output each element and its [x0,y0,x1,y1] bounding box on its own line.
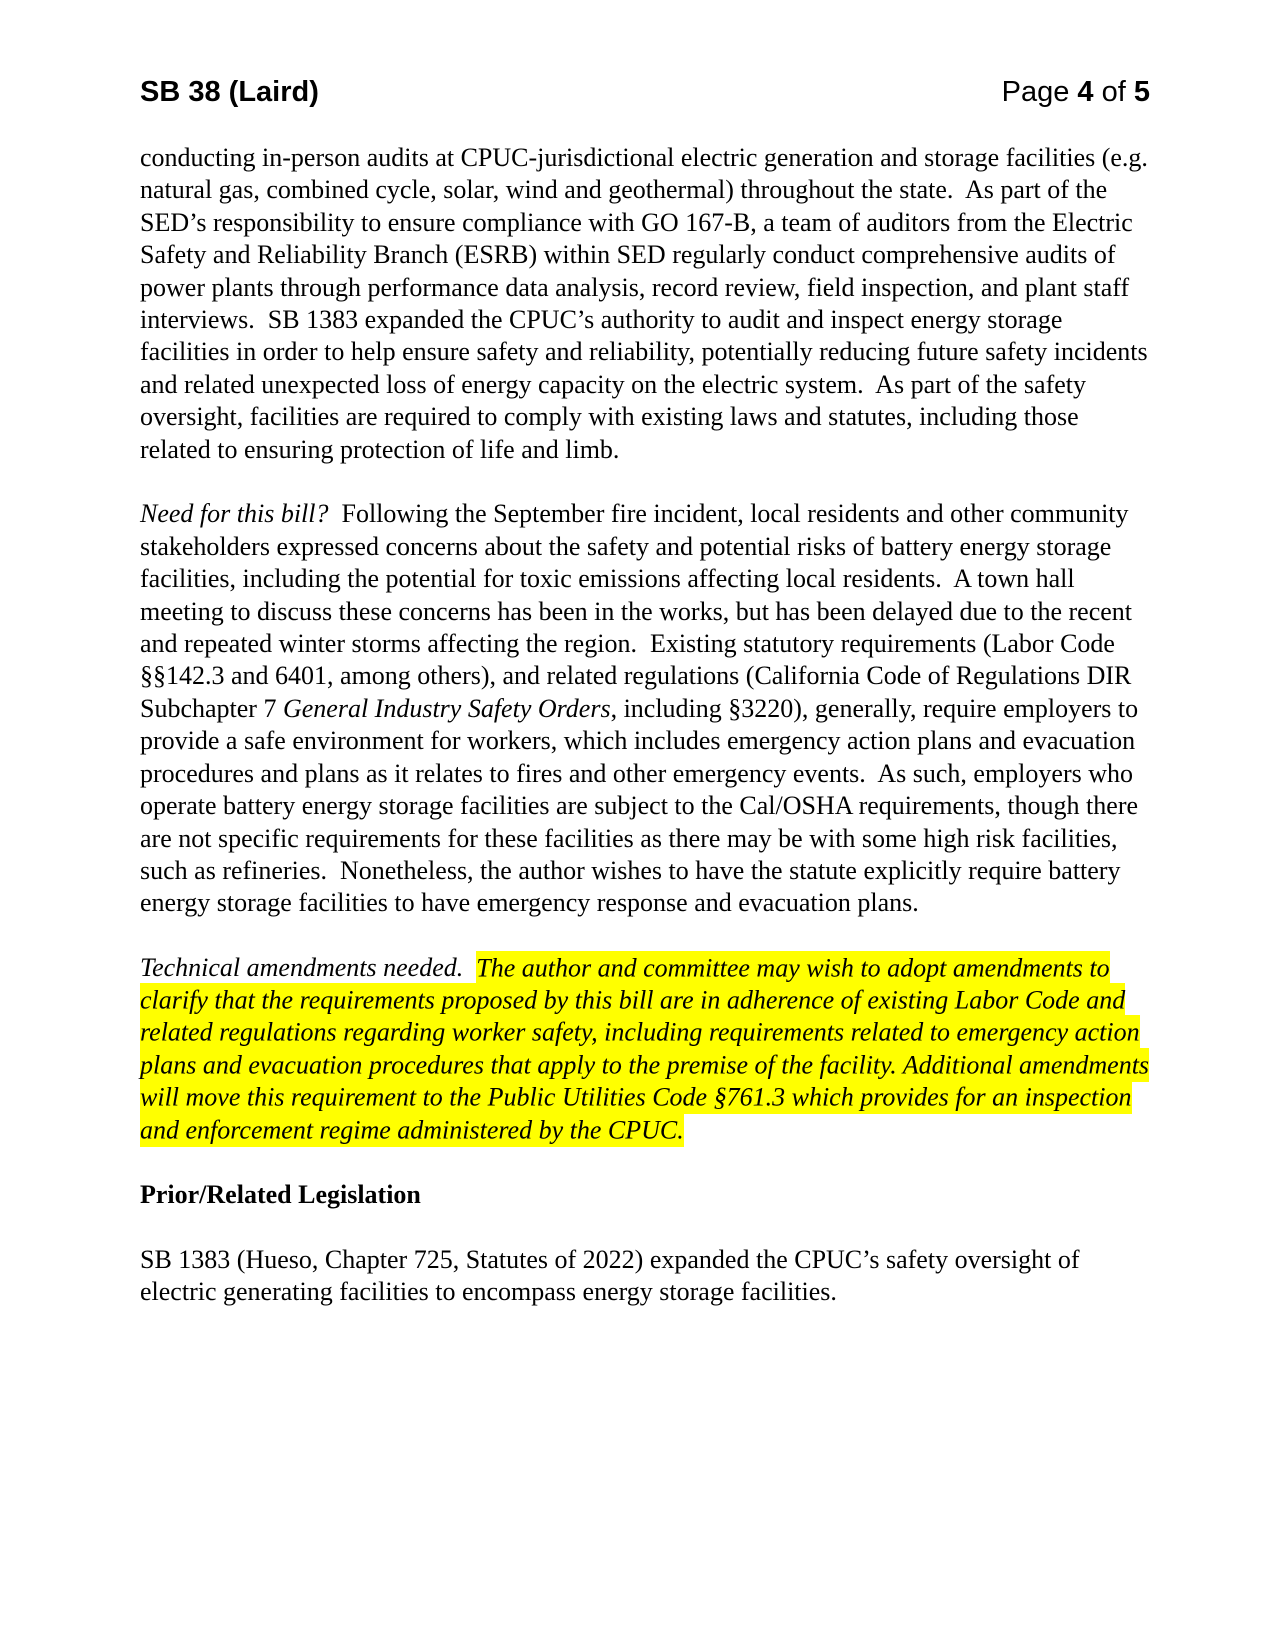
page-indicator [1002,76,1150,108]
text-run: , including §3220), generally, require employers to provide a safe environment for workers, which includes emergency action plans and evacuation procedures and plans as it relates to fires and other emergency events. As such, employers who operate battery energy storage facilities are subject to the Cal/OSHA requirements, though there are not specific requirements for these facilities as there may be with some high risk facilities, such as refineries. Nonetheless, the author wishes to have the statute explicitly require battery energy storage facilities to have emergency response and evacuation plans. [140,693,1139,918]
text-run: SB 1383 (Hueso, Chapter 725, Statutes of 2022) expanded the CPUC’s safety oversight of electric generating facilities to encompass energy storage facilities. [140,1244,1080,1307]
text-run: Following the September fire incident, local residents and other community stakeholders expressed concerns about the safety and potential risks of battery energy storage facilities, including the potential for toxic emissions affecting local residents. A town hall meeting to discuss these concerns has been in the works, but has been delayed due to the recent and repeated winter storms affecting the region. Existing statutory requirements (Labor Code §§142.3 and 6401, among others), and related regulations (California Code of Regulations DIR Subchapter 7 [140,499,1133,723]
text-run: Technical amendments needed. [140,953,464,983]
para-sb-1383 [140,1244,1150,1309]
text-run: General Industry Safety Orders [282,693,611,723]
page-number-value: 4 [1077,76,1094,108]
text-run: Need for this bill? [140,499,329,529]
para-need-for-bill [140,498,1150,919]
of-word: of [1101,76,1126,108]
page-word: Page [1001,76,1070,108]
highlighted-text-run: The author and committee may wish to adopt amendments to clarify that the requirements proposed by this bill are in adherence of existing Labor Code and related regulations regarding worker safety, including requirements related to emergency action plans and evacuation procedures that apply to the premise of the facility. Additional amendments will move this requirement to the Public Utilities Code §761.3 which provides for an inspection and enforcement regime administered by the CPUC. [140,951,1149,1147]
document-body [140,142,1150,1309]
page-header [140,76,1150,108]
bill-id: SB 38 (Laird) [140,76,319,108]
heading-prior-related-legislation [140,1179,1150,1211]
para-technical-amendments [140,952,1150,1146]
text-run [463,953,476,982]
text-run: Prior/Related Legislation [140,1179,421,1209]
text-run: conducting in-person audits at CPUC-jurisdictional electric generation and storage facilities (e.g. natural gas, combined cycle, solar, wind and geothermal) throughout the state. As part of the SED’s responsibility to ensure compliance with GO 167-B, a team of auditors from the Electric Safety and Reliability Branch (ESRB) within SED regularly conduct comprehensive audits of power plants through performance data analysis, record review, field inspection, and plant staff interviews. SB 1383 expanded the CPUC’s authority to audit and inspect energy storage facilities in order to help ensure safety and reliability, potentially reducing future safety incidents and related unexpected loss of energy capacity on the electric system. As part of the safety oversight, facilities are required to comply with existing laws and statutes, including those related to ensuring protection of life and limb. [140,143,1148,464]
total-pages-value: 5 [1133,76,1150,108]
para-sed-audits [140,142,1150,466]
